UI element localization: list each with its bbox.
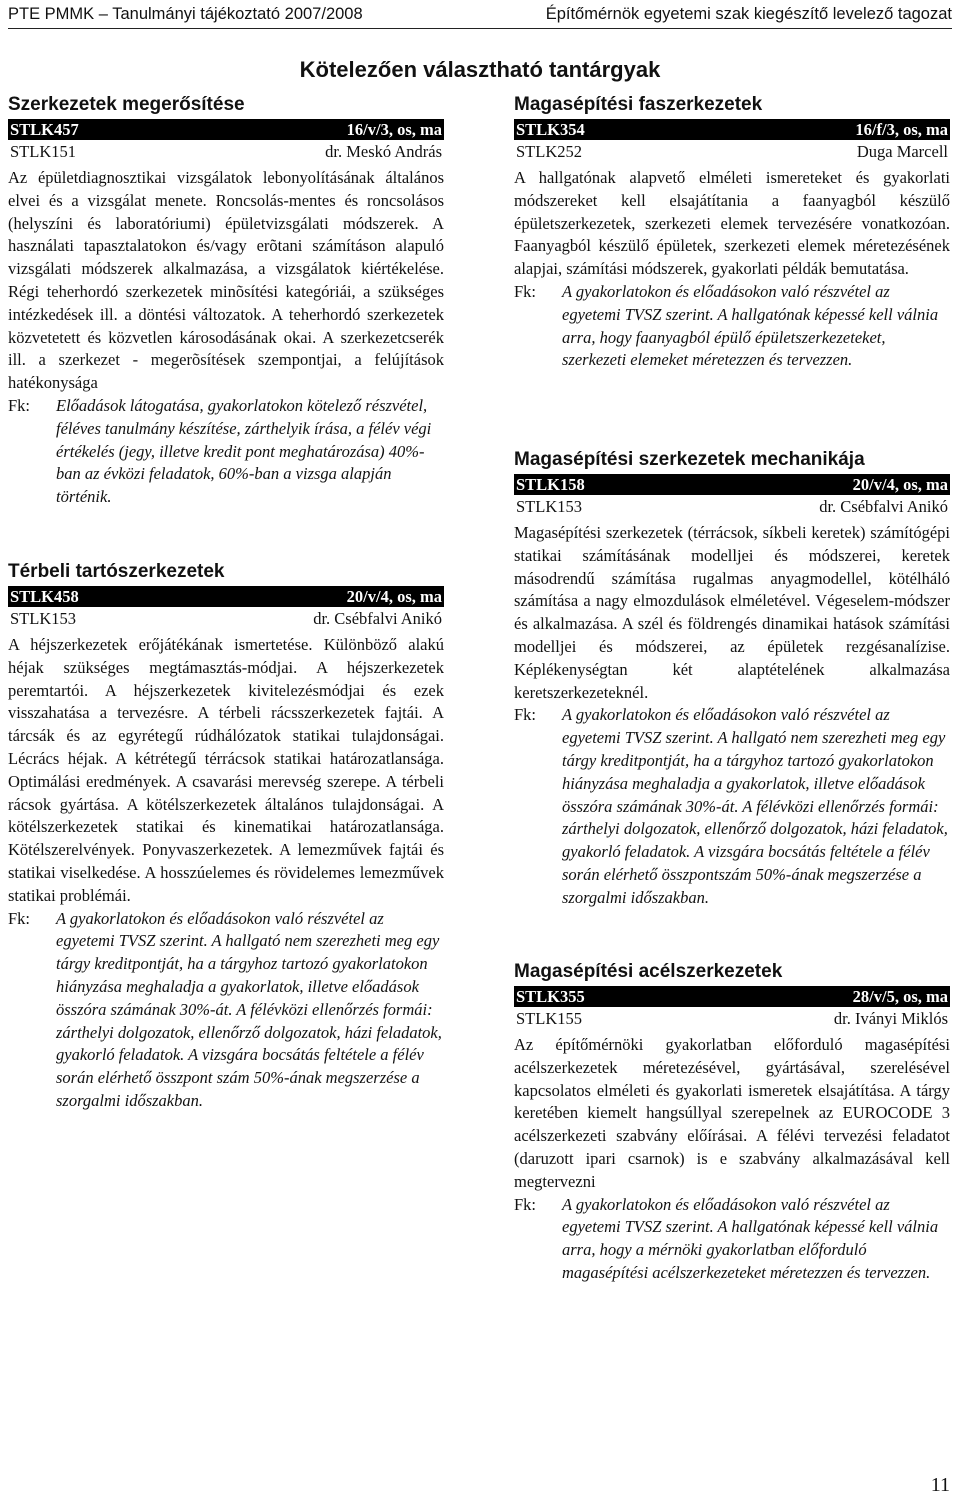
course-teacher: dr. Meskó András [325,142,442,161]
course-requirements [514,281,950,372]
course-description: A hallgatónak alapvető elméleti ismereteket és gyakorlati módszereket kell elsajátítania a faanyagból készülő épületszerkezetek, szerkezeti elemek tervezésére vonatkozóan. Faanyagból készülő épületek, szerkezeti elemek méretezésének alapjai, számítási módszerek, gyakorlati példák bemutatása. [514,168,950,279]
course-magasepitesi-faszerkezetek [514,93,950,372]
course-code-bar [8,586,444,607]
requirements-label: Fk: [514,281,537,301]
course-code-bar [8,119,444,140]
requirements-label: Fk: [514,1194,537,1214]
page-title: Kötelezően választható tantárgyak [299,57,661,82]
course-title: Magasépítési szerkezetek mechanikája [514,449,865,470]
course-prereq-row [514,1007,950,1030]
requirements-text: A gyakorlatokon és előadásokon való részvétel az egyetemi TVSZ szerint. A hallgatónak képessé kell válnia arra, hogy a mérnöki gyakorlatban előforduló magasépítési acélszerkezeteket méretezzen és tervezzen. [562,1194,939,1282]
course-code: STLK355 [516,987,585,1006]
requirements-text: Előadások látogatása, gyakorlatokon kötelező részvétel, féléves tanulmány készítése, zárthelyik írása, a félév végi értékelés (jegy, illetve kredit pont meghatározása) 40%-ban az évközi feladatok, 60%-ban a vizsga alapján történik. [56,395,432,507]
course-code: STLK158 [516,475,585,494]
course-magasepitesi-szerkezetek-mechanikaja [514,448,950,910]
course-teacher: dr. Csébfalvi Anikó [819,497,948,516]
requirements-text: A gyakorlatokon és előadásokon való részvétel az egyetemi TVSZ szerint. A hallgatónak képessé kell válnia arra, hogy faanyagból épülő épületszerkezeteket, szerkezeti elemeket méretezzen és tervezzen. [562,281,939,370]
running-header [8,2,952,29]
page-number: 11 [930,1474,950,1496]
course-terbeli-tartoszerkezetek [8,560,444,1113]
course-szerkezetek-megerositese [8,93,444,509]
course-prereq: STLK252 [516,142,582,161]
course-prereq: STLK151 [10,142,76,161]
course-meta: 20/v/4, os, ma [852,475,948,494]
requirements-label: Fk: [8,395,31,415]
course-title: Magasépítési faszerkezetek [514,94,763,115]
course-prereq: STLK155 [516,1009,582,1028]
course-teacher: dr. Csébfalvi Anikó [313,609,442,628]
header-left: PTE PMMK – Tanulmányi tájékoztató 2007/2008 [8,5,363,23]
course-requirements [514,1194,950,1285]
course-requirements [514,704,950,909]
course-prereq: STLK153 [516,497,582,516]
course-description: Magasépítési szerkezetek (térrácsok, síkbeli keretek) számítógépi statikai számításának modelljei és módszerei, keretek másodrendű számítása rugalmas anyagmodellel, kötélháló számítása a nagy elmozdulások elméletével. Végeselem-módszer és alkalmazása. A szél és földrengés dinamikai hatások számítási modelljei és módszerei, az épületek rezgésanalízise. Képlékenységtan két alaptételének alkalmazása keretszerkezeteknél. [514,523,950,702]
course-prereq: STLK153 [10,609,76,628]
course-meta: 16/v/3, os, ma [346,120,442,139]
requirements-text: A gyakorlatokon és előadásokon való részvétel az egyetemi TVSZ szerint. A hallgató nem szerezheti meg egy tárgy kreditpontját, ha a tárgyhoz tartozó gyakorlatokon hiányzása meghaladja a gyakorlatok, illetve előadások összóra számának 30%-át. A félévközi ellenőrzés formái: zárthelyi dolgozatok, ellenőrző dolgozatok, házi feladatok, gyakorló feladatok. A vizsgára bocsátás feltétele a félév során elérhető összpontszám 50%-ának megszerzése a szorgalmi időszakban. [562,705,948,907]
course-code: STLK354 [516,120,585,139]
course-title: Magasépítési acélszerkezetek [514,961,783,982]
course-magasepitesi-acelszerkezetek [514,960,950,1285]
course-prereq-row [8,140,444,163]
course-teacher: Duga Marcell [856,142,948,161]
course-prereq-row [514,140,950,163]
requirements-label: Fk: [514,705,537,725]
course-title: Térbeli tartószerkezetek [8,561,225,582]
course-code-bar [514,474,950,495]
course-requirements [8,908,444,1113]
course-description: A héjszerkezetek erőjátékának ismertetése. Különböző alakú héjak szükséges megtámasztás-módjai. A héjszerkezetek peremtartói. A héjszerkezetek kivitelezésmódjai és ezek visszahatása a tervezésre. A térbeli rácsszerkezetek fajtái. A tárcsák és az egyrétegű rúdhálózatok statikai tulajdonságai. Lécrács héjak. A kétrétegű térrácsok statikai határozatlansága. Optimálási eredmények. A csavarási merevség szerepe. A térbeli rácsok gyártása. A kötélszerkezetek általános tulajdonságai. A kötélszerkezetek statikai és kinematikai határozatlansága. Kötélszerelvények. Ponyvaszerkezetek. A lemezművek fajtái és statikai viselkedése. A hosszúelemes és rövidelemes lemezművek statikai problémái. [8,635,444,905]
header-right: Építőmérnök egyetemi szak kiegészítő levelező tagozat [545,5,952,23]
course-title: Szerkezetek megerősítése [8,94,245,115]
course-description: Az építőmérnöki gyakorlatban előforduló magasépítési acélszerkezetek méretezésével, gyártásával, szerelésével kapcsolatos elméleti és gyakorlati ismeretek elsajátítása. A tárgy keretében kiemelt hangsúllyal szerepelnek az EUROCODE 3 acélszerkezeti szabvány előírásai. A félévi tervezési feladatot (daruzott ipari csarnok) is e szabvány alkalmazásával kell megtervezni [514,1035,950,1191]
course-prereq-row [8,607,444,630]
course-meta: 20/v/4, os, ma [346,587,442,606]
requirements-label: Fk: [8,908,31,928]
course-teacher: dr. Iványi Miklós [833,1009,948,1028]
requirements-text: A gyakorlatokon és előadásokon való részvétel az egyetemi TVSZ szerint. A hallgató nem szerezheti meg egy tárgy kreditpontját, ha a tárgyhoz tartozó gyakorlatokon hiányzása meghaladja a gyakorlatok, illetve előadások összóra számának 30%-át. A félévközi ellenőrzés formái: zárthelyi dolgozatok, ellenőrző dolgozatok, házi feladatok, gyakorló feladatok. A vizsgára bocsátás feltétele a félév során elérhető összpont szám 50%-ának megszerzése a szorgalmi időszakban. [56,908,442,1110]
course-prereq-row [514,495,950,518]
course-code: STLK458 [10,587,79,606]
course-requirements [8,395,444,509]
course-description: Az épületdiagnosztikai vizsgálatok lebonyolításának általános elvei és a vizsgálat menete. Roncsolás-mentes és roncsolásos (helyszíni és laboratóriumi) épületvizsgálati módszerek. A használati tapasztalatokon és/vagy erõtani számításon alapuló vizsgálati módszerek alkalmazása, a vizsgálatok kiértékelése. Régi teherhordó szerkezetek minõsítési kategóriái, a szükséges intézkedések ill. a döntési változatok. A teherhordó szerkezetek közvetetett és közvetlen károsodásának okai. A szerkezetcserék ill. a szerkezet - megerõsítések szempontjai, a felújítások hatékonysága [8,168,444,393]
course-code: STLK457 [10,120,79,139]
course-code-bar [514,119,950,140]
course-meta: 28/v/5, os, ma [852,987,948,1006]
course-code-bar [514,986,950,1007]
course-meta: 16/f/3, os, ma [855,120,948,139]
